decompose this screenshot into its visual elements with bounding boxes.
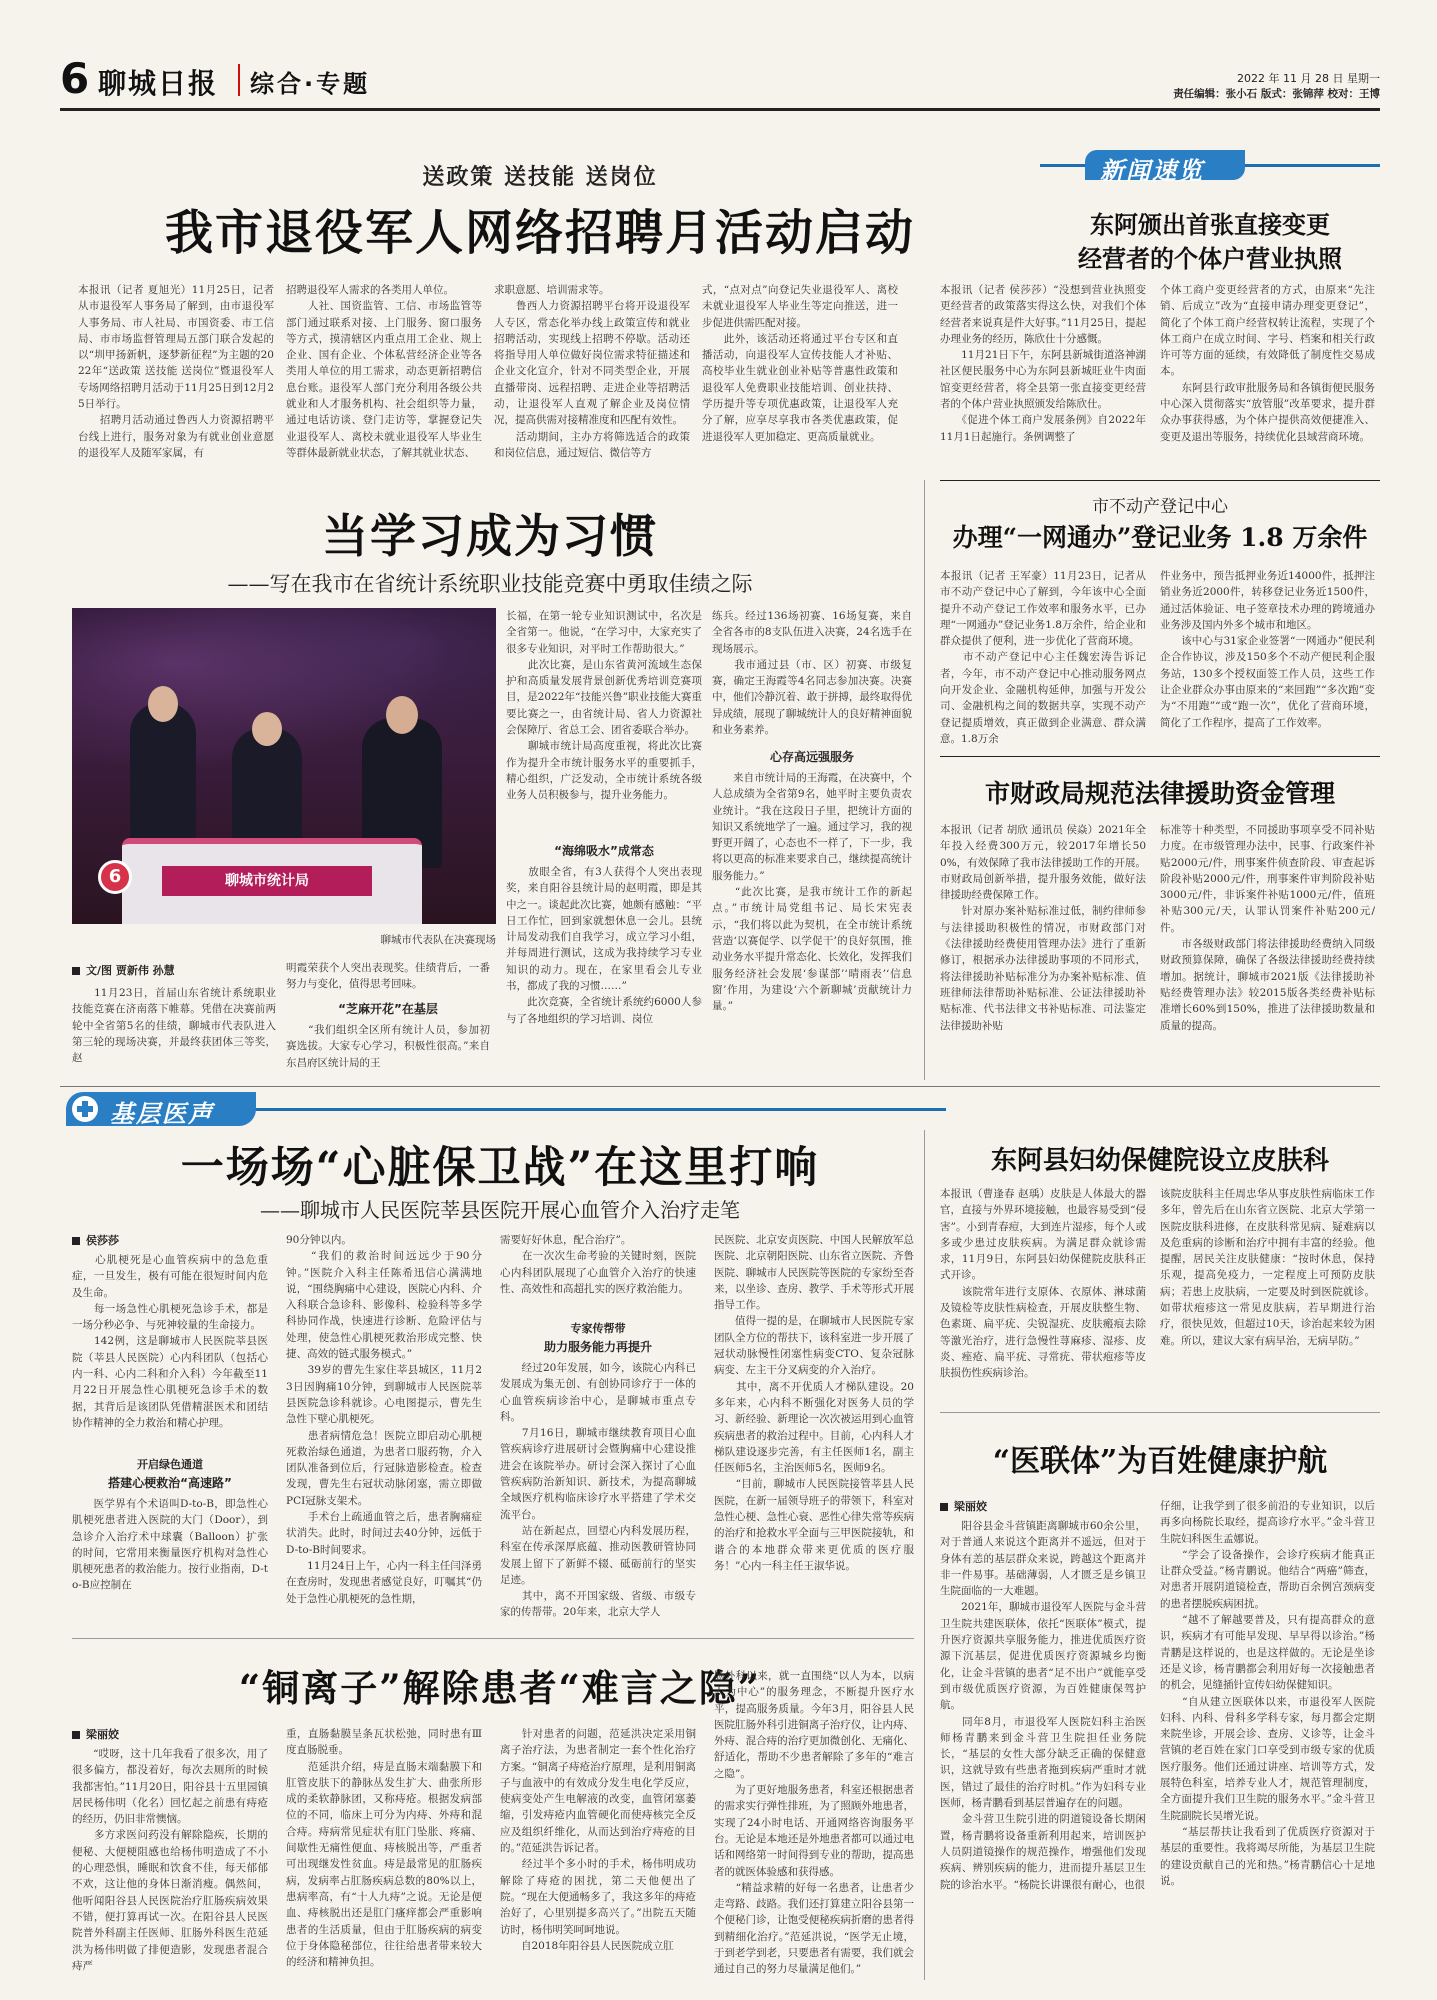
heart-col-1a: 心肌梗死是心血管疾病中的急危重症，一旦发生，极有可能在很短时间内危及生命。 每一场急性心肌梗死急诊手术，都是一场分秒必争、与死神较量的生命接力。 142例，这是聊城市人民医院莘县医院（莘县人民医院）心内科团队（包括心内一科、心内二科和介入科）今年截至11月22日开展急性心肌梗死急诊手术的数据，其背后是该团队凭借精湛医术和团结协作精神的全力救治和精心护理。: [72, 1254, 268, 1429]
heart-col-1b: 医学界有个术语叫D-to-B，即急性心肌梗死患者进入医院的大门（Door），到急诊介入治疗术中球囊（Balloon）扩张的时间，它常用来衡量医疗机构对急性心肌梗死患者的救治能力。按行业指南，D-to-B应控制在: [72, 1498, 268, 1592]
heart-col-2: 90分钟以内。 “我们的救治时间远远少于90分钟。”医院介入科主任陈希迅信心满满地说，“围绕胸痛中心建设，医院心内科、介入科联合急诊科、影像科、检验科等多学科协同作战，快速进行诊断、危险评估与处理，使急性心肌梗死救治形成完整、快捷、高效的链式服务模式。” 39岁的曹先生家住莘县城区，11月23日因胸痛10分钟，到聊城市人民医院莘县医院急诊科就诊。心电图提示，曹先生急性下壁心肌梗死。 患者病情危急！医院立即启动心肌梗死救治绿色通道，为患者口服药物，介入团队准备到位后，行冠脉造影检查。检查发现，曹先生右冠状动脉闭塞，需立即做PCI冠脉支架术。 手术台上疏通血管之后，患者胸痛症状消失。此时，时间过去40分钟，远低于D-to-B时间要求。 11月24日上午，心内一科主任闫泽勇在查房时，发现患者感觉良好，叮嘱其“仍处于急性心肌梗死的急性期，: [286, 1234, 482, 1605]
brief-rule-2: [940, 756, 1380, 757]
lead-col-3: 求职意愿、培训需求等。 鲁西人力资源招聘平台将开设退役军人专区，常态化举办线上政策宣传和就业招聘活动，实现线上招聘不停歇。活动还将指导用人单位做好岗位需求特征描述和企业文化宣介，针对不同类型企业，开展直播带岗、远程招聘、走进企业等招聘活动，让退役军人直观了解企业及岗位情况，提高供需对接精准度和匹配有效性。 活动期间，主办方将筛选适合的政策和岗位信息，通过短信、微信等方: [494, 284, 690, 459]
byline-marker: [72, 1731, 80, 1739]
byline-marker: [940, 1503, 948, 1511]
brief-rule-1: [940, 480, 1380, 481]
feature-byline-text: 文/图 贾新伟 孙慧: [86, 964, 175, 977]
contestant-left-face: [148, 686, 178, 722]
lead-col-1: 本报讯（记者 夏旭光）11月25日，记者从市退役军人事务局了解到，由市退役军人事务局、市人社局、市国资委、市工信局、市市场监督管理局五部门联合发起的以“圳甲扬新帆，逐梦新征程”为主题的2022年“送政策 送技能 送岗位”暨退役军人专场网络招聘月活动于11月25日到12月25日举行。 招聘月活动通过鲁西人力资源招聘平台线上进行，服务对象为有就业创业意愿的退役军人及随军家属，有: [78, 284, 274, 459]
feature-col-2b: “我们组织全区所有统计人员，参加初赛选拔。大家专心学习，积极性很高。”来自东昌府区统计局的王: [286, 1024, 490, 1069]
feature-col-4-top: 练兵。经过136场初赛、16场复赛，来自全省各市的8支队伍进入决赛，24名选手在现场展示。 我市通过县（市、区）初赛、市级复赛，确定王海霞等4名同志参加决赛。决赛中，他们冷静沉着、敢于拼搏，最终取得优异成绩，展现了聊城统计人的良好精神面貌和业务素养。: [712, 610, 912, 737]
health-vertical-rule: [924, 1130, 925, 1980]
section-title: 综合·专题: [250, 70, 371, 98]
brief-vertical-rule: [924, 480, 925, 1080]
contestant-mid-face: [252, 712, 282, 746]
copper-col-1: “哎呀，这十几年我看了很多次，用了很多偏方，都没着好，每次去厕所的时候我都害怕。”11月20日，阳谷县十五里园镇居民杨伟明（化名）回忆起之前患有痔疮的经历，仍旧非常懊恼。 多方求医问药没有解除隐疾，长期的便秘、大便梗阻感也给杨伟明造成了不小的心理恐惧，睡眠和饮食不佳，每天郁郁不欢，这让他的身体日渐消瘦。偶然间，他听闻阳谷县人民医院治疗肛肠疾病效果不错，便打算再试一次。在阳谷县人民医院普外科副主任医师、肛肠外科医生范延洪为杨伟明做了排便造影，发现患者混合痔严: [72, 1748, 268, 1972]
alliance-byline-text: 梁丽姣: [954, 1500, 987, 1513]
heart-col-1-heading-1: 开启绿色通道: [137, 1458, 203, 1471]
byline-marker: [72, 1237, 80, 1245]
lead-kicker: 送政策 送技能 送岗位: [422, 165, 658, 190]
feature-col-2a: 明霞荣获个人突出表现奖。佳绩背后，一番努力与变化，值得思考回味。: [286, 962, 490, 991]
contestant-right-face: [386, 696, 418, 734]
copper-col-2: 重，直肠黏膜呈条瓦状松弛，同时患有Ⅲ度直肠脱垂。 范延洪介绍，痔是直肠末端黏膜下和肛管皮肤下的静脉丛发生扩大、曲张所形成的柔软静脉团，又称痔疮。根据发病部位的不同，临床上可分为内痔、外痔和混合痔。痔病常见症状有肛门坠胀、疼痛、间歇性无痛性便血、痔核脱出等，严重者可出现继发性贫血。痔是最常见的肛肠疾病，发病率占肛肠疾病总数的80%以上，患病率高，有“十人九痔”之说。无论是便血、痔核脱出还是肛门瘙痒都会严重影响患者的生活质量，但由于肛肠疾病的病变位于身体隐秘部位，往往给患者带来较大的经济和精神负担。: [286, 1728, 482, 1969]
brief1-col-1: 本报讯（记者 侯莎莎）“没想到营业执照变更经营者的政策落实得这么快，对我们个体经营者来说真是件大好事。”11月25日，提起办理业务的经历，陈欣仕十分感慨。 11月21日下午，东阿县新城街道洛神湖社区便民服务中心为东阿县新城旺业牛肉面馆变更经营者，将全县第一张直接变更经营者的个体户营业执照颁发给陈欣仕。 《促进个体工商户发展条例》自2022年11月1日起施行。条例调整了: [940, 284, 1146, 443]
byline-marker: [72, 967, 80, 975]
medical-cross-icon: [72, 1096, 98, 1122]
contestant-left: [130, 703, 196, 853]
brief2-title: 办理“一网通办”登记业务 1.8 万余件: [952, 523, 1368, 552]
heart-col-4: 民医院、北京安贞医院、中国人民解放军总医院、北京朝阳医院、山东省立医院、齐鲁医院、聊城市人民医院等医院的专家纷至沓来，以坐诊、查房、教学、手术等形式开展指导工作。 值得一提的是，在聊城市人民医院专家团队全方位的帮扶下，该科室进一步开展了冠状动脉慢性闭塞性病变CTO、复杂冠脉病变、左主干分叉病变的介入治疗。 其中，离不开优质人才梯队建设。20多年来，心内科不断强化对医务人员的学习、新经验、新理论一次次被运用到心血管疾病患者的救治过程中。目前，心内科人才梯队建设逐步完善，有主任医师1名，副主任医师5名，主治医师5名，医师9名。 “目前，聊城市人民医院接管莘县人民医院，在新一届领导班子的带领下，科室对急性心梗、急性心衰、恶性心律失常等疾病的治疗和抢救水平全面与三甲医院接轨，和谐合的本地群众带来更优质的医疗服务！”心内一科主任王淑华说。: [714, 1234, 914, 1572]
feature-subtitle: ——写在我市在省统计系统职业技能竞赛中勇取佳绩之际: [227, 572, 753, 596]
podium-number-badge: 6: [98, 860, 132, 894]
brief1-title-line2: 经营者的个体户营业执照: [1078, 244, 1342, 273]
health-label: 基层医声: [110, 1100, 214, 1128]
alliance-story-headline: “医联体”为百姓健康护航: [992, 1444, 1328, 1479]
alliance-col-2: 仔细，让我学到了很多前沿的专业知识，以后再多向杨院长取经，提高诊疗水平。”金斗营卫生院妇科医生孟娜说。 “学会了设备操作，会诊疗疾病才能真正让群众受益。”杨青鹏说。他结合“两癌”筛查，对患者开展阴道镜检查，帮助百余例宫颈病变的患者摆脱疾病困扰。 “越不了解越要普及，只有提高群众的意识，疾病才有可能早发现、早早得以诊治。”杨青鹏是这样说的，也是这样做的。无论是坐诊还是义诊，杨青鹏都会利用好每一次接触患者的机会，见缝插针宣传妇幼保健知识。 “自从建立医联体以来，市退役军人医院妇科、内科、骨科多学科专家，每月都会定期来院坐诊，开展会诊、查房、义诊等，让金斗营镇的老百姓在家门口享受到市级专家的优质医疗服务。他们还通过讲座、培训等方式，发展特色科室，培养专业人才，规范管理制度，全方面提升我们卫生院的服务水平。”金斗营卫生院副院长吴增光说。 “基层帮扶让我看到了优质医疗资源对于基层的重要性。我将竭尽所能，为基层卫生院的建设贡献自己的光和热。”杨青鹏信心十足地说。: [1160, 1500, 1375, 1887]
derm-col-2: 该院皮肤科主任周忠华从事皮肤性病临床工作多年，曾先后在山东省立医院、北京大学第一医院皮肤科进修，在皮肤科常见病、疑难病以及危重病的诊断和治疗中拥有丰富的经验。他提醒，居民关注皮肤健康：“按时休息，保持乐观，提高免疫力，一定程度上可预防皮肤病；若患上皮肤病，一定要及时到医院就诊。如带状疱疹这一常见皮肤病，若早期进行治疗，很快见效，但超过10天，诊治起来较为困难。所以，建议大家有病早治，无病早防。”: [1160, 1188, 1375, 1347]
feature-col-4-heading: 心存高远强服务: [769, 750, 854, 764]
news-brief-banner: [1040, 150, 1380, 185]
heart-story-subtitle: ——聊城市人民医院莘县医院开展心血管介入治疗走笔: [260, 1198, 740, 1222]
alliance-story-byline: [940, 1498, 987, 1514]
copper-story-headline: “铜离子”解除患者“难言之隐”: [238, 1666, 762, 1710]
brief1-title-line1: 东阿颁出首张直接变更: [1090, 210, 1330, 239]
brief2-col-1: 本报讯（记者 王军豪）11月23日，记者从市不动产登记中心了解到，今年该中心全面提升不动产登记工作效率和服务水平，已办理“一网通办”登记业务1.8万余件，给企业和群众提供了便利，进一步优化了营商环境。 市不动产登记中心主任魏宏涛告诉记者，今年，市不动产登记中心推动服务网点向开发企业、金融机构延伸，加强与开发公司、金融机构之间的数据共享，实现不动产登记提质增效，真正做到企业满意、群众满意。1.8万余: [940, 570, 1146, 745]
feature-col-4-bottom: 来自市统计局的王海霞，在决赛中，个人总成绩为全省第9名，她平时主要负责农业统计。“我在这段日子里，把统计方面的知识又系统地学了一遍。通过学习，我的视野更开阔了，心态也不一样了，下一步，我将以更高的标准来要求自己，继续提高统计服务能力。” “此次比赛，是我市统计工作的新起点。”市统计局党组书记、局长宋宪表示，“我们将以此为契机，在全市统计系统营造‘以赛促学、以学促干’的良好氛围，推动业务水平提升常态化、长效化，发挥我们服务经济社会发展‘参谋部’‘晴雨表’‘信息窗’作用，为建设‘六个新聊城’贡献统计力量。”: [712, 772, 912, 1013]
feature-col-1: 11月23日，首届山东省统计系统职业技能竞赛在济南落下帷幕。凭借在决赛前两轮中全省第5名的佳绩，聊城市代表队进入第三轮的现场决赛，并最终获团体三等奖，赵: [72, 987, 276, 1065]
page-number: 6: [60, 54, 90, 103]
feature-col-2-heading: “芝麻开花”在基层: [338, 1002, 438, 1016]
copper-col-4: 肠外科以来，就一直围绕“以人为本，以病人为中心”的服务理念，不断提升医疗水平，提高服务质量。今年3月，阳谷县人民医院肛肠外科引进铜离子治疗仪，让内痔、外痔、混合痔的治疗更加微创化、无痛化、舒适化，帮助不少患者解除了多年的“难言之隐”。 为了更好地服务患者，科室还根据患者的需求实行弹性排班，为了照顾外地患者，实现了24小时电话、开通网络咨询服务平台。无论是本地还是外地患者都可以通过电话和网络第一时间得到专业的帮助，提高患者的就医体验感和获得感。 “精益求精的好每一名患者，让患者少走弯路、歧路。我们还打算建立阳谷县第一个便秘门诊，让饱受便秘疾病折磨的患者得到精细化治疗。”范延洪说，“医学无止境，于到老学到老，只要患者有需要，我们就会通过自己的努力尽量满足他们。”: [714, 1670, 914, 1976]
heart-story-byline: [72, 1232, 119, 1248]
rule-yilianti: [940, 1412, 1380, 1413]
derm-col-1: 本报讯（曹逢春 赵瑀）皮肤是人体最大的器官，直接与外界环境接触，也最容易受到“侵害”。小到青春痘，大到连片湿疹，每个人或多或少患过皮肤疾病。为满足群众就诊需求，11月9日，东阿县妇幼保健院皮肤科正式开诊。 该院常年进行支原体、衣原体、淋球菌及镜检等皮肤性病检查，开展皮肤整生物、色素斑、扁平疣、尖锐湿疣、皮肤瘢痕去除等激光治疗，进行急慢性荨麻疹、湿疹、皮炎、痤疮、扁平疣、寻常疣、带状疱疹等皮肤损伤性疾病诊治。: [940, 1188, 1146, 1380]
derm-story-headline: 东阿县妇幼保健院设立皮肤科: [990, 1146, 1329, 1176]
heart-col-1-heading-2: 搭建心梗救治“高速路”: [108, 1476, 232, 1490]
lead-col-4: 式，“点对点”向登记失业退役军人、离校未就业退役军人毕业生等定向推送，进一步促进供需匹配对接。 此外，该活动还将通过平台专区和直播活动，向退役军人宣传技能人才补贴、高校毕业生就业创业补贴等普惠性政策和退役军人免费职业技能培训、创业扶持、学历提升等专项优惠政策，让退役军人充分了解，应享尽享我市各类优惠政策，促进退役军人更加稳定、更高质量就业。: [702, 284, 898, 443]
lead-headline: 我市退役军人网络招聘月活动启动: [164, 205, 915, 261]
feature-headline: 当学习成为习惯: [322, 509, 658, 563]
cross-h: [77, 1106, 93, 1112]
health-banner: [66, 1092, 946, 1126]
brief2-kicker: 市不动产登记中心: [1092, 497, 1228, 517]
heart-byline-text: 侯莎莎: [86, 1234, 119, 1247]
copper-col-3: 针对患者的问题，范延洪决定采用铜离子治疗法，为患者制定一套个性化治疗方案。“铜离子痔疮治疗原理，是利用铜离子与血液中的有效成分发生电化学反应，使病变处产生电解液的改变，血管闭塞萎缩，引发痔疮内血管硬化而使痔核完全反应及组织纤维化，从而达到治疗痔疮的目的。”范延洪告诉记者。 经过半个多小时的手术，杨伟明成功解除了痔疮的困扰，第二天他便出了院。“现在大便通畅多了，我这多年的痔疮治好了，心里别提多高兴了。”出院五天随访时，杨伟明笑呵呵地说。 自2018年阳谷县人民医院成立肛: [500, 1728, 696, 1952]
brief3-title: 市财政局规范法律援助资金管理: [984, 779, 1335, 808]
news-brief-label: 新闻速览: [1100, 157, 1204, 185]
heart-col-3b: 经过20年发展，如今，该院心内科已发展成为集无创、有创协同诊疗于一体的心血管疾病诊治中心，是聊城市重点专科。 7月16日，聊城市继续教育项目心血管疾病诊疗进展研讨会暨胸痛中心建设推进会在该院举办。研讨会深入探讨了心血管疾病防治新知识、新技术，为提高聊城全域医疗机构临床诊疗水平搭建了学术交流平台。 站在新起点，回望心内科发展历程，科室在传承深厚底蕴、推动医教研管协同发展上留下了新鲜不辍、砥砺前行的坚实足迹。 其中，离不开国家级、省级、市级专家的传帮带。20年来，北京大学人: [500, 1362, 696, 1619]
brief1-col-2: 个体工商户变更经营者的方式，由原来“先注销、后成立”改为“直接申请办理变更登记”，简化了个体工商户经营权转让流程，实现了个体工商户在成立时间、字号、档案和相关行政许可等方面的延续，有效降低了制度性交易成本。 东阿县行政审批服务局和各镇街便民服务中心深入贯彻落实“放管服”改革要求，提升群众办事获得感，为个体户提供高效便捷准入、变更及退出等服务，持续优化县域营商环境。: [1160, 284, 1375, 443]
section-rule-health: [60, 1086, 1380, 1087]
masthead: [60, 54, 1380, 106]
paper-name: 聊城日报: [98, 67, 219, 100]
brief3-col-2: 标准等十种类型，不同援助事项享受不同补贴力度。在市级管理办法中，民事、行政案件补贴2000元/件，刑事案件侦查阶段、审查起诉阶段补贴2000元/件，刑事案件审判阶段补贴3000元/件，非诉案件补贴1000元/件，值班补贴300元/天，认罪认罚案件补贴200元/件。 市各级财政部门将法律援助经费纳入同级财政预算保障，确保了各级法律援助经费持续增加。据统计，聊城市2021版《法律援助补贴经费管理办法》较2015版各类经费补贴标准增长60%到150%，推进了法律援助数量和质量的提高。: [1160, 824, 1375, 1032]
lead-col-2: 招聘退役军人需求的各类用人单位。 人社、国资监管、工信、市场监管等部门通过联系对接、上门服务、窗口服务等方式，摸清辖区内重点用工企业、规上企业、国有企业、个体私营经济企业等各类用人单位的用工需求，动态更新招聘信息台账。退役军人部门充分利用各级公共就业和人才服务机构、社会组织等力量，通过电话访谈、登门走访等，掌握登记失业退役军人、离校未就业退役军人毕业生等群体最新就业状态，了解其就业状态、: [286, 284, 482, 459]
heart-col-3-heading-1: 专家传帮带: [570, 1322, 626, 1335]
feature-byline: [72, 962, 175, 978]
feature-col-3-heading: “海绵吸水”成常态: [554, 844, 654, 858]
brief3-col-1: 本报讯（记者 胡欣 通讯员 侯焱）2021年全年投入经费300万元，较2017年增长500%，有效保障了我市法律援助工作的开展。市财政局创新举措，提升服务效能，做好法律援助经费保障工作。 针对原办案补贴标准过低，制约律师参与法律援助积极性的情况，市财政部门对《法律援助经费使用管理办法》进行了重新修订，根据承办法律援助事项的不同形式，将法律援助补贴标准分为办案补贴标准、值班律师法律帮助补贴标准、公证法律援助补贴标准、代书法律文书补贴标准、司法鉴定法律援助补贴: [940, 824, 1146, 1032]
copper-story-byline: [72, 1726, 119, 1742]
feature-col-3-bottom: 放眼全省，有3人获得个人突出表现奖，来自阳谷县统计局的赵明霞，即是其中之一。谈起此次比赛，她颇有感触：“平日工作忙，回到家就想休息一会儿。县统计局发动我们自我学习，成立学习小组，并每周进行测试，这成为我持续学习专业知识的动力。现在，在家里看会儿专业书，都成了我的习惯……” 此次竞赛，全省统计系统约6000人参与了各地组织的学习培训、岗位: [506, 866, 702, 1025]
photo-caption: 聊城市代表队在决赛现场: [380, 934, 496, 946]
alliance-col-1: 阳谷县金斗营镇距离聊城市60余公里，对于普通人来说这个距离并不遥远，但对于身体有恙的基层群众来说，跨越这个距离并非一件易事。基础薄弱，人才匮乏是乡镇卫生院面临的一大难题。 2021年，聊城市退役军人医院与金斗营卫生院共建医联体，依托“医联体”模式，提升医疗资源共享服务能力，推进优质医疗资源下沉基层，促进优质医疗资源城乡均衡化，让金斗营镇的患者“足不出户”就能享受到市级优质医疗资源，为百姓健康保驾护航。 同年8月，市退役军人医院妇科主治医师杨青鹏来到金斗营卫生院担任业务院长，“基层的女性大部分缺乏正确的保健意识，这就导致有些患者拖到疾病严重时才就医，错过了最佳的治疗时机。”作为妇科专业医师，杨青鹏看到基层普遍存在的问题。 金斗营卫生院引进的阴道镜设备长期闲置，杨青鹏将设备重新利用起来，培训医护人员阴道镜操作的规范操作，增强他们发现疾病、辨别疾病的能力，进而提升基层卫生院的诊治水平。“杨院长讲课很有耐心，也很: [940, 1520, 1146, 1891]
feature-col-3-top: 长福，在第一轮专业知识测试中，名次是全省第一。他说，“在学习中，大家充实了很多专业知识，对平时工作帮助很大。” 此次比赛，是山东省黄河流域生态保护和高质量发展背景创新优秀培训竞赛项目，是2022年“技能兴鲁”职业技能大赛重要比赛之一，由省统计局、省人力资源社会保障厅、省总工会、团省委联合举办。 聊城市统计局高度重视，将此次比赛作为提升全市统计服务水平的重要抓手，精心组织，广泛发动，全市统计系统各级业务人员积极参与，提升业务能力。: [506, 610, 702, 802]
heart-col-3a: 需要好好休息，配合治疗”。 在一次次生命考验的关键时刻，医院心内科团队展现了心血管介入治疗的快速性、高效性和高超扎实的医疗救治能力。: [500, 1234, 696, 1295]
section-divider: [238, 64, 240, 96]
editor-credits: 责任编辑：张小石 版式：张锦萍 校对：王博: [1173, 88, 1380, 100]
copper-byline-text: 梁丽姣: [86, 1728, 119, 1741]
issue-date: 2022 年 11 月 28 日 星期一: [1237, 72, 1380, 85]
brief2-col-2: 件业务中，预告抵押业务近14000件，抵押注销业务近2000件，转移登记业务近1500件，通过活体验证、电子签章技术办理的跨境通办业务涉及国内外多个城市和地区。 该中心与31家企业签署“一网通办”便民利企合作协议，涉及150多个不动产便民利企服务站，130多个授权面签工作人员，这些工作让企业群众办事由原来的“来回跑”“多次跑”变为“不用跑”“或“跑一次”，优化了营商环境，简化了工作程序，提高了工作效率。: [1160, 570, 1375, 729]
podium-sign: 聊城市统计局: [162, 866, 372, 896]
heart-col-3-heading-2: 助力服务能力再提升: [543, 1340, 652, 1354]
masthead-rule: [60, 108, 1380, 111]
heart-story-headline: 一场场“心脏保卫战”在这里打响: [180, 1143, 820, 1193]
rule-copper: [72, 1638, 914, 1639]
feature-photo: [72, 608, 496, 924]
